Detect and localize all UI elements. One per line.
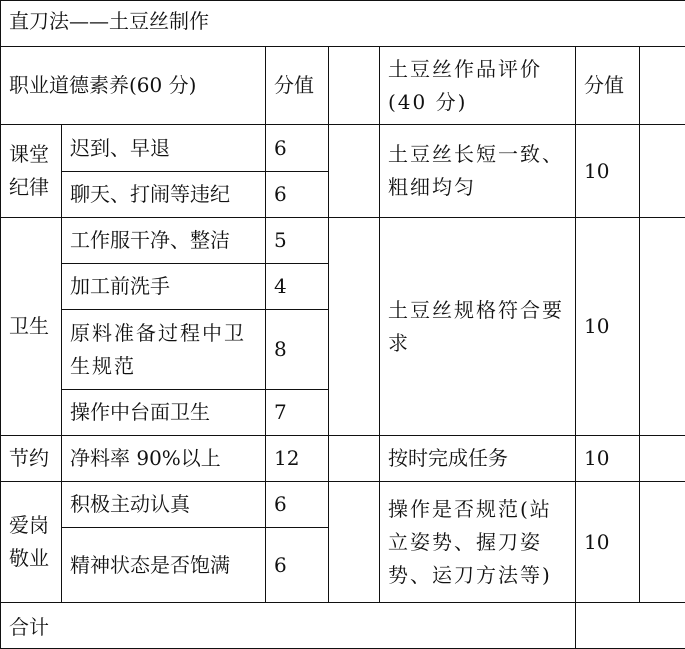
item-label: 净料率 90%以上: [62, 436, 266, 482]
item-label: 聊天、打闹等违纪: [62, 172, 266, 218]
blank-cell-right: [640, 436, 685, 482]
table-row: [1, 125, 685, 172]
item-score: 7: [266, 390, 329, 436]
score-header-right: 分值: [576, 47, 640, 125]
table-title: 直刀法——土豆丝制作: [1, 1, 685, 47]
total-row: [1, 603, 685, 649]
product-item-score: 10: [576, 218, 640, 436]
section-hygiene: 卫生: [1, 218, 62, 436]
item-score: 6: [266, 528, 329, 603]
blank-cell-right: [640, 125, 685, 218]
product-item-label: 土豆丝长短一致、粗细均匀: [380, 125, 576, 218]
item-score: 4: [266, 264, 329, 310]
item-label: 操作中台面卫生: [62, 390, 266, 436]
blank-header-cell-right: [640, 47, 685, 125]
item-label: 原料准备过程中卫生规范: [62, 310, 266, 390]
blank-cell: [329, 436, 380, 482]
item-score: 6: [266, 172, 329, 218]
item-score: 8: [266, 310, 329, 390]
section-discipline: 课堂纪律: [1, 125, 62, 218]
total-value-cell: [576, 603, 685, 649]
product-item-label: 按时完成任务: [380, 436, 576, 482]
blank-cell-right: [640, 482, 685, 603]
blank-cell: [329, 482, 380, 603]
blank-header-cell: [329, 47, 380, 125]
section-saving: 节约: [1, 436, 62, 482]
blank-cell-right: [640, 218, 685, 436]
product-header: 土豆丝作品评价(40 分): [380, 47, 576, 125]
product-item-label: 土豆丝规格符合要求: [380, 218, 576, 436]
item-score: 6: [266, 482, 329, 528]
title-row: [1, 1, 685, 47]
item-label: 积极主动认真: [62, 482, 266, 528]
table-row: [1, 436, 685, 482]
product-item-score: 10: [576, 436, 640, 482]
section-dedication: 爱岗敬业: [1, 482, 62, 603]
item-score: 6: [266, 125, 329, 172]
item-label: 迟到、早退: [62, 125, 266, 172]
ethics-header: 职业道德素养(60 分): [1, 47, 266, 125]
product-item-label: 操作是否规范(站立姿势、握刀姿势、运刀方法等): [380, 482, 576, 603]
item-label: 加工前洗手: [62, 264, 266, 310]
header-row: [1, 47, 685, 125]
table-row: [1, 482, 685, 528]
score-header-left: 分值: [266, 47, 329, 125]
product-item-score: 10: [576, 125, 640, 218]
item-score: 5: [266, 218, 329, 264]
item-label: 工作服干净、整洁: [62, 218, 266, 264]
blank-cell: [329, 125, 380, 218]
product-item-score: 10: [576, 482, 640, 603]
total-label: 合计: [1, 603, 576, 649]
item-label: 精神状态是否饱满: [62, 528, 266, 603]
table-row: [1, 218, 685, 264]
item-score: 12: [266, 436, 329, 482]
blank-cell: [329, 218, 380, 436]
